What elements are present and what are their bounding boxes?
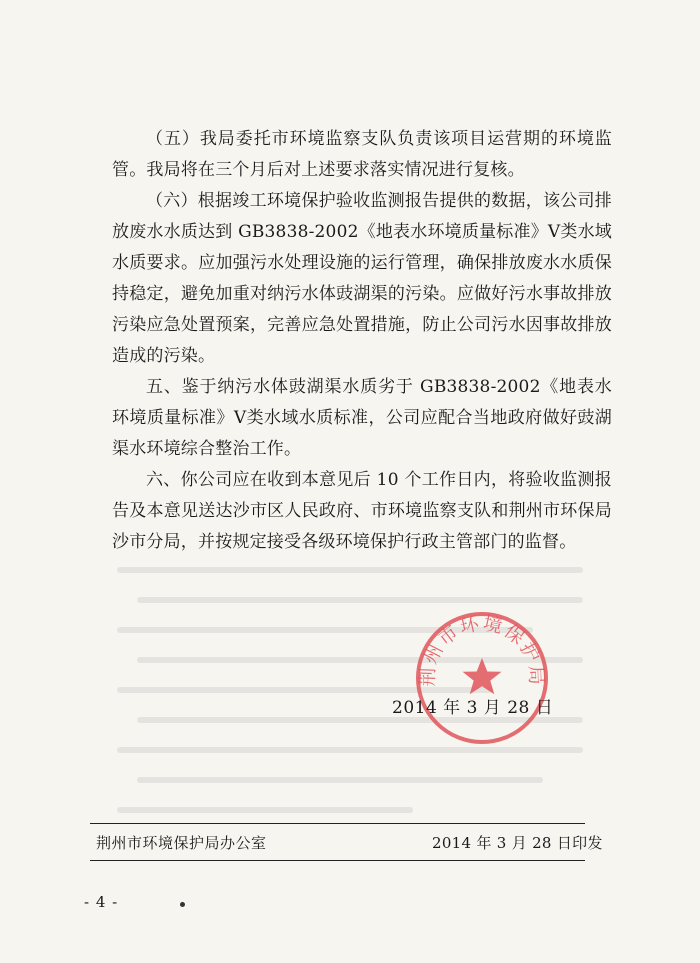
footer-bottom-divider: [90, 860, 585, 861]
official-seal: [412, 608, 552, 748]
paragraph-item-5: （五）我局委托市环境监察支队负责该项目运营期的环境监管。我局将在三个月后对上述要求落实情况进行复核。: [112, 129, 612, 180]
svg-text:荆州市环境保护局: 荆州市环境保护局: [416, 612, 548, 687]
document-body: [112, 124, 612, 558]
footer-top-divider: [90, 823, 585, 824]
print-date: 2014 年 3 月 28 日印发: [432, 834, 603, 852]
seal-star-icon: [463, 658, 502, 694]
issuing-office: 荆州市环境保护局办公室: [96, 834, 267, 852]
paragraph-section-5: 五、鉴于纳污水体豉湖渠水质劣于 GB3838-2002《地表水环境质量标准》Ⅴ类水域水质标准，公司应配合当地政府做好豉湖渠水环境综合整治工作。: [112, 377, 612, 459]
scan-dot: [180, 902, 185, 907]
paragraph-section-6: 六、你公司应在收到本意见后 10 个工作日内，将验收监测报告及本意见送达沙市区人民政府、市环境监察支队和荆州市环保局沙市分局，并按规定接受各级环境保护行政主管部门的监督。: [112, 470, 612, 552]
signing-date: 2014 年 3 月 28 日: [392, 698, 554, 718]
paragraph-item-6: （六）根据竣工环境保护验收监测报告提供的数据，该公司排放废水水质达到 GB3838-2002《地表水环境质量标准》Ⅴ类水域水质要求。应加强污水处理设施的运行管理，确保排放废水水质保持稳定，避免加重对纳污水体豉湖渠的污染。应做好污水事故排放污染应急处置预案，完善应急处置措施，防止公司污水因事故排放造成的污染。: [112, 191, 612, 366]
page-number: - 4 -: [84, 893, 119, 911]
